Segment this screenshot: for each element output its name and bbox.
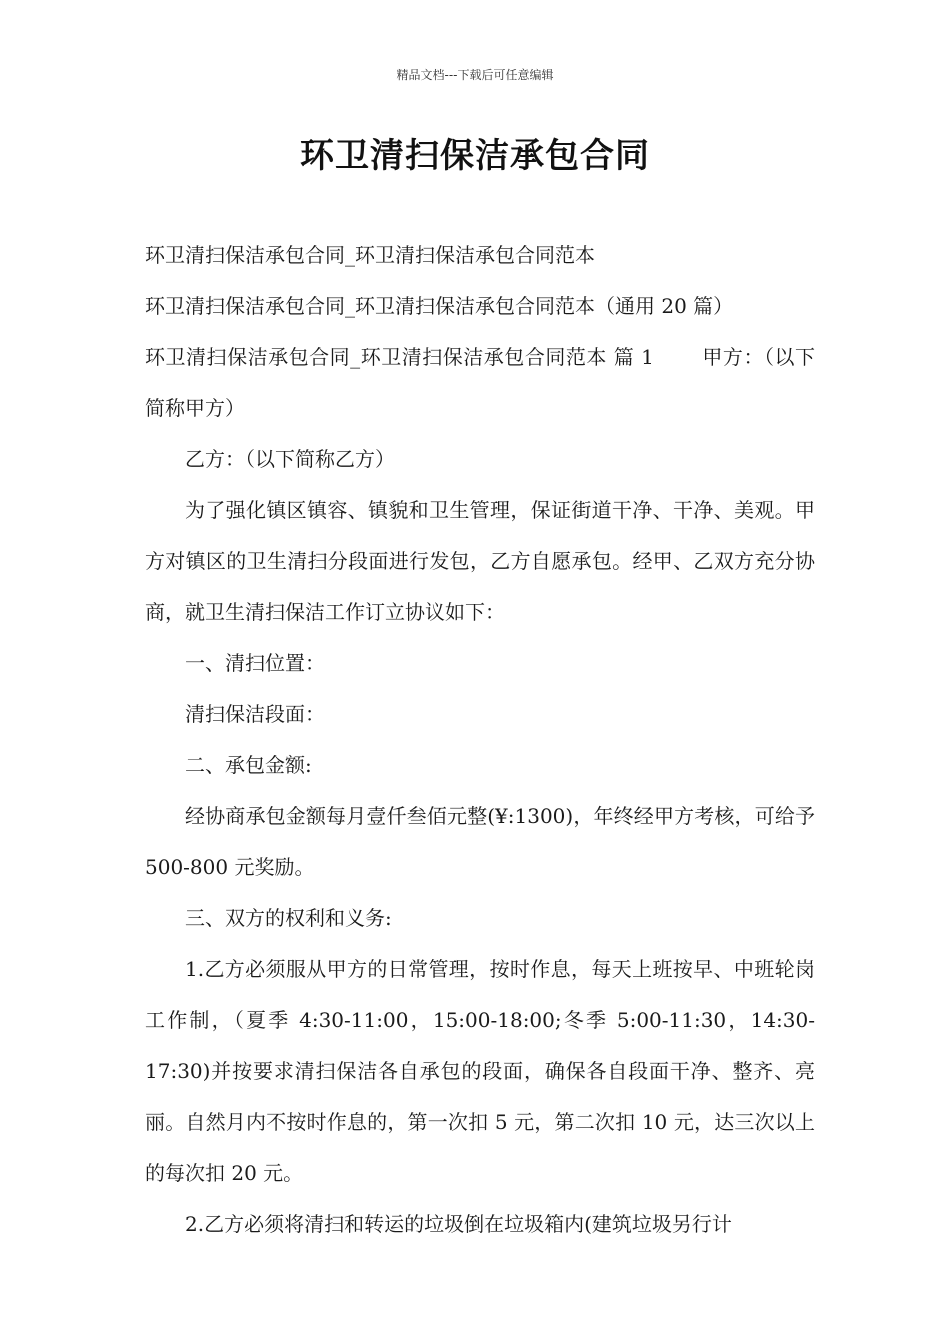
section-3-item-1: 1.乙方必须服从甲方的日常管理，按时作息，每天上班按早、中班轮岗工作制，（夏季 4:30-11:00，15:00-18:00;冬季 5:00-11:30，14:30-17:30)并按要求清扫保洁各自承包的段面，确保各自段面干净、整齐、亮丽。自然月内不按时作息的，第一次扣 5 元，第二次扣 10 元，达三次以上的每次扣 20 元。 [145,957,815,1185]
intro-paragraph: 为了强化镇区镇容、镇貌和卫生管理，保证街道干净、干净、美观。甲方对镇区的卫生清扫分段面进行发包，乙方自愿承包。经甲、乙双方充分协商，就卫生清扫保洁工作订立协议如下： [145,498,815,624]
subtitle-line-3-part-a: 环卫清扫保洁承包合同_环卫清扫保洁承包合同范本 篇 1 [145,345,654,369]
section-2-body: 经协商承包金额每月壹仟叁佰元整(¥:1300)，年终经甲方考核，可给予 500-800 元奖励。 [145,804,815,879]
subtitle-line-1: 环卫清扫保洁承包合同_环卫清扫保洁承包合同范本 [145,243,595,267]
section-1-body: 清扫保洁段面： [185,702,325,726]
party-b-line: 乙方：（以下简称乙方） [185,447,395,471]
subtitle-line-2: 环卫清扫保洁承包合同_环卫清扫保洁承包合同范本（通用 20 篇） [145,294,734,318]
section-3-item-2: 2.乙方必须将清扫和转运的垃圾倒在垃圾箱内(建筑垃圾另行计 [185,1212,732,1236]
party-a-line: 甲方：（以下简称甲方） [145,345,815,420]
header-note: 精品文档---下载后可任意编辑 [396,68,554,82]
section-3-title: 三、双方的权利和义务: [185,906,392,930]
subtitle-line-3 [145,332,815,434]
section-2-title: 二、承包金额: [185,753,312,777]
document-body [145,230,815,1250]
document-title: 环卫清扫保洁承包合同 [300,136,650,176]
section-1-title: 一、清扫位置： [185,651,325,675]
